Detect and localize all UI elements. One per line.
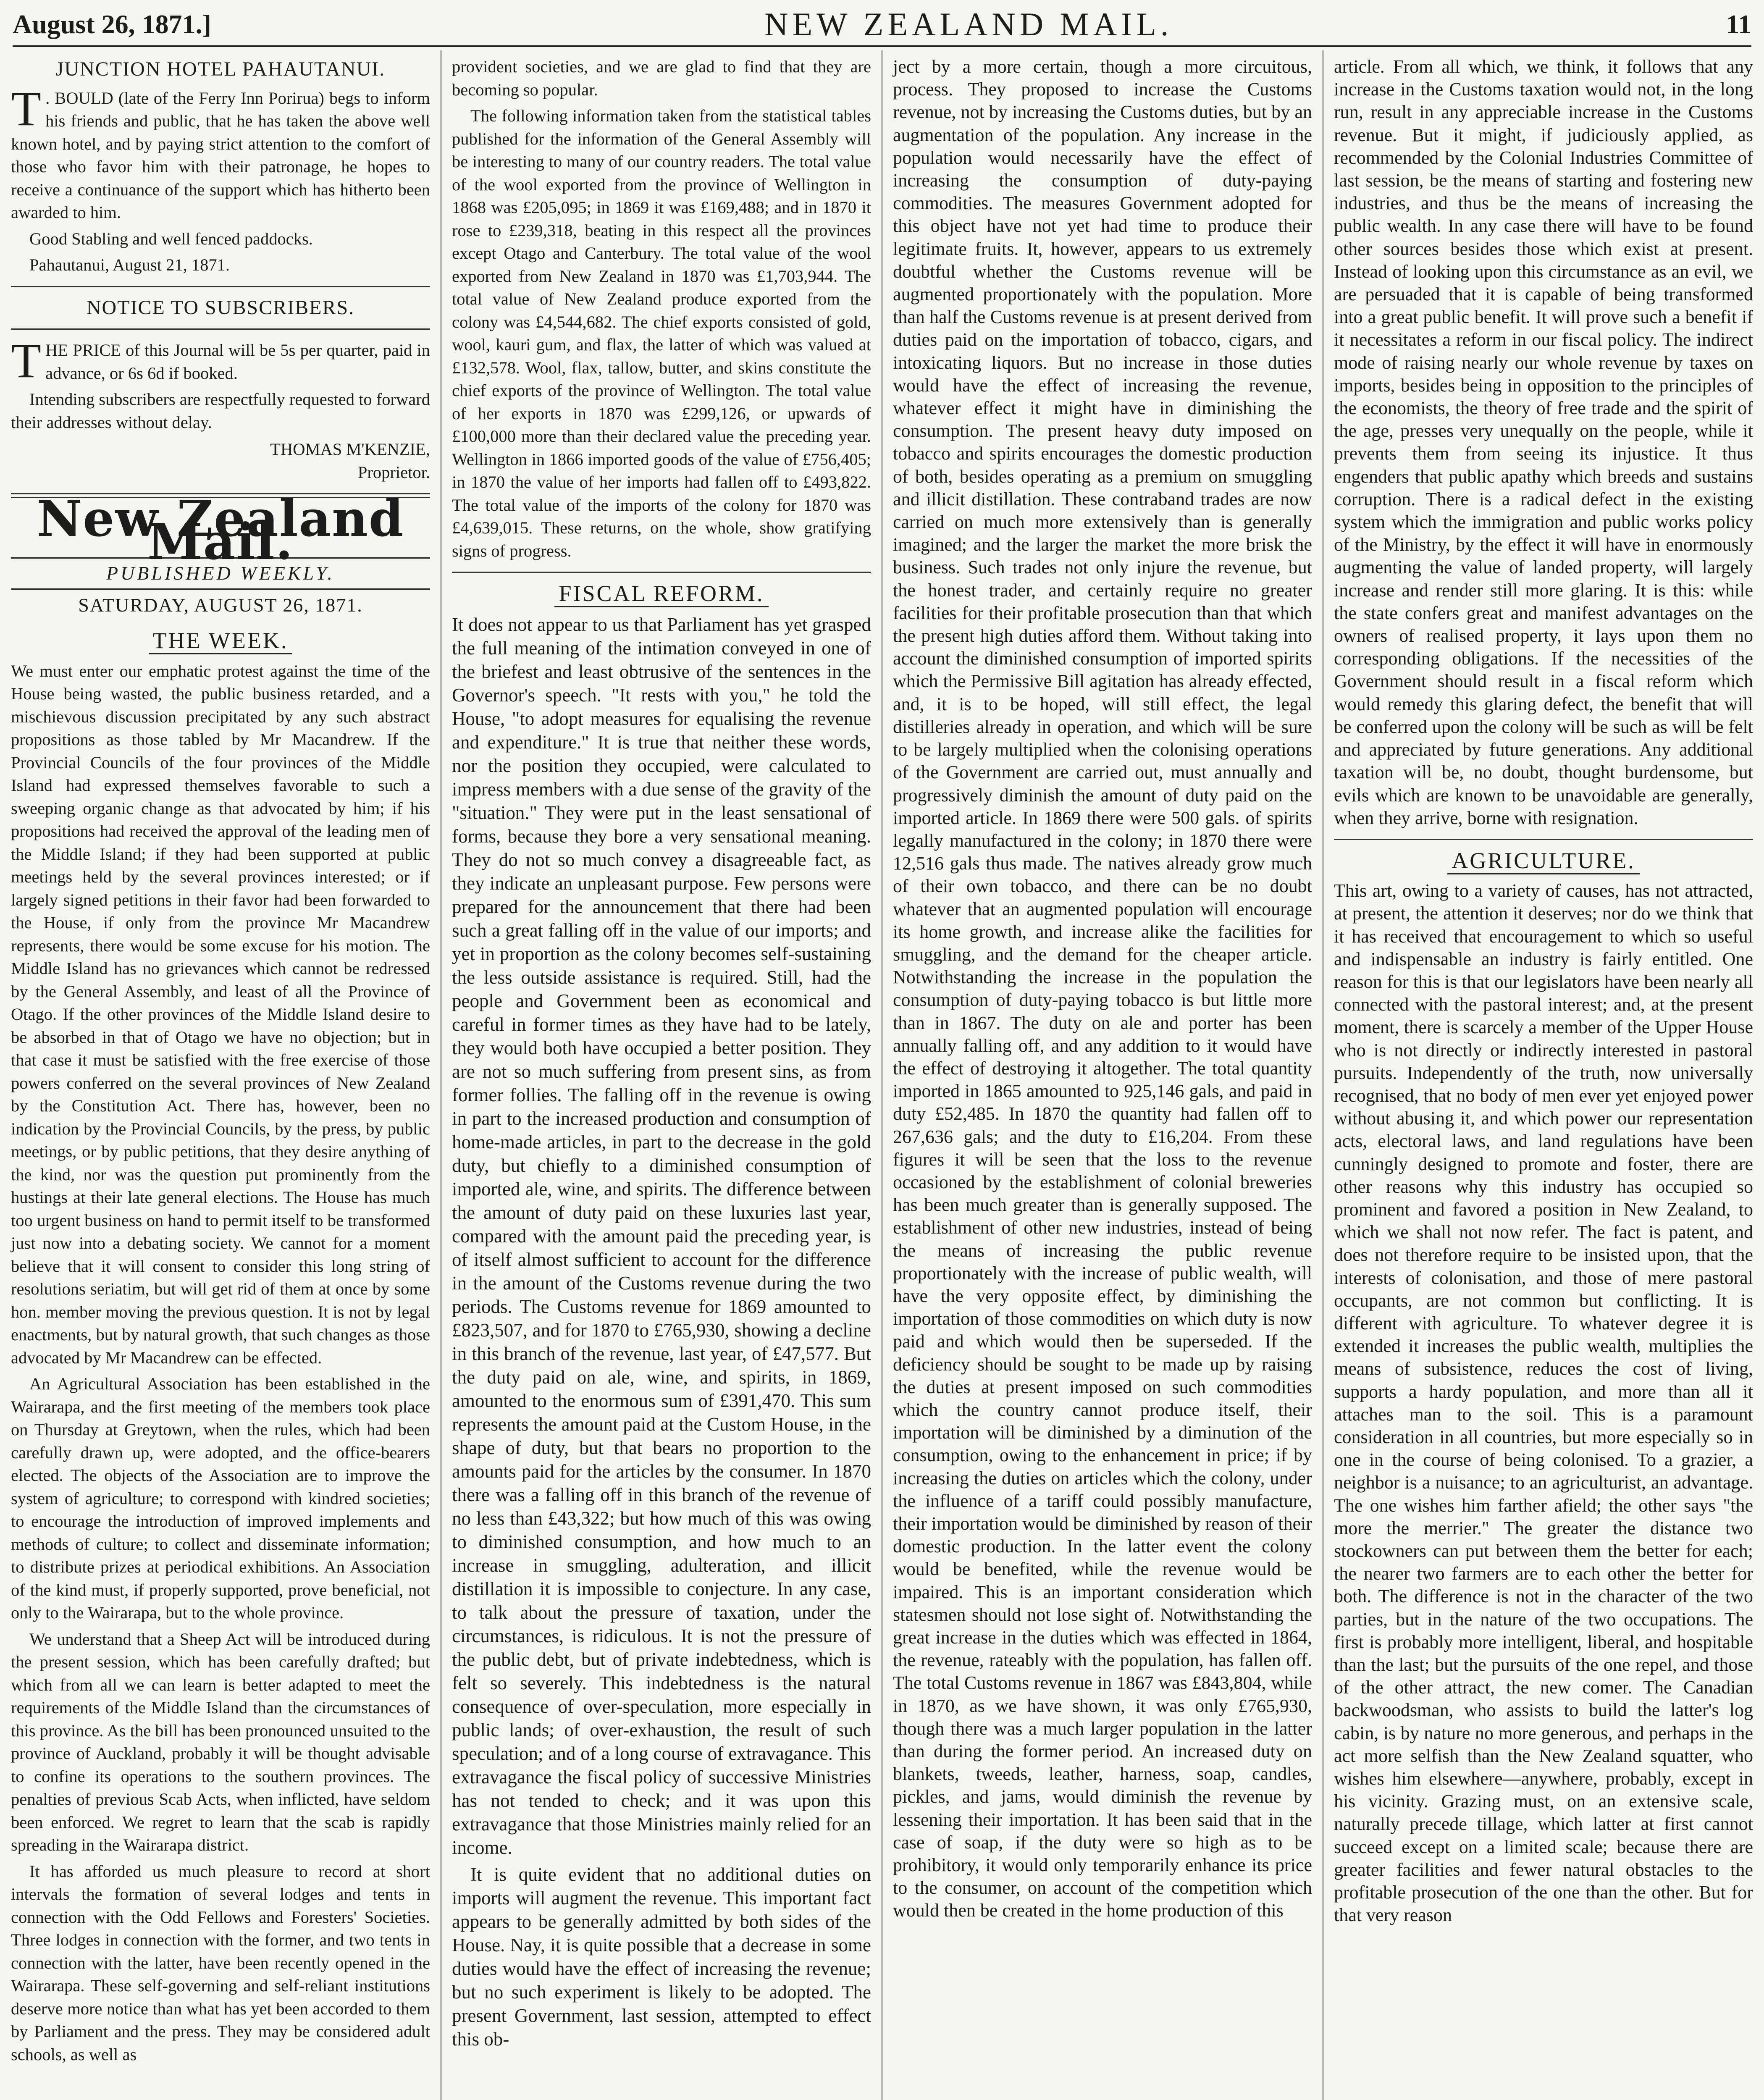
section-heading (1334, 849, 1753, 872)
junction-hotel-ad (11, 81, 430, 224)
junction-stabling: Good Stabling and well fenced paddocks. (29, 229, 313, 248)
junction-hotel-text: . BOULD (late of the Ferry Inn Porirua) begs to inform his friends and public, that he has taken the above well known hotel, and by paying strict attention to the comfort of those who favor him with their patronage, he hopes to receive a continuance of the support which has hitherto been awarded to him. (11, 88, 430, 222)
issue-dateline: SATURDAY, AUGUST 26, 1871. (78, 594, 363, 616)
paragraph: The following information taken from the statistical tables published for the information of the General Assembly will be interesting to many of our country readers. The total value of the wool exported from the province of Wellington in 1868 was £205,095; in 1869 it was £169,488; and in 1870 it rose to £239,318, beating in this respect all the provinces except Otago and Canterbury. The total value of the wool exported from New Zealand in 1870 was £1,703,944. The total value of New Zealand produce exported from the colony was £4,544,682. The chief exports consisted of gold, wool, kauri gum, and flax, the latter of which was valued at £132,578. Wool, flax, tallow, butter, and skins constitute the chief exports of the province of Wellington. The total value of her exports in 1870 was £299,126, or upwards of £100,000 more than their declared value the preceding year. Wellington in 1866 imported goods of the value of £756,405; in 1870 the value of her imports had fallen off to £493,822. The total value of the imports of the colony for 1870 was £4,639,015. These returns, on the whole, show gratifying signs of progress. (452, 106, 871, 560)
column-1 (0, 55, 441, 2100)
masthead-logo: New Zealand Mail. (37, 489, 404, 571)
divider (11, 286, 430, 287)
paragraph: We understand that a Sheep Act will be introduced during the present session, which has been carefully drafted; but which from all we can learn is better adapted to meet the requirements of the Middle Island than the circumstances of this province. As the bill has been pronounced unsuited to the province of Auckland, probably it will be thought advisable to confine its operations to the southern provinces. The penalties of previous Scab Acts, when inflicted, have seldom been enforced. We regret to learn that the scab is rapidly spreading in the Wairarapa district. (11, 1629, 430, 1854)
paragraph: It has afforded us much pleasure to record at short intervals the formation of several lodges and tents in connection with the Odd Fellows and Foresters' Societies. Three lodges in connection with the former, and two tents in connection with the latter, have been recently opened in the Wairarapa. These self-governing and self-reliant institutions deserve more notice than what has yet been accorded to them by Parliament and the press. They may be considered adult schools, as well as (11, 1861, 430, 2064)
header-date: August 26, 1871.] (13, 9, 211, 39)
paragraph: This art, owing to a variety of causes, has not attracted, at present, the attention it deserves; nor do we think that it has received that encouragement to which so useful and indispensable an industry is fairly entitled. One reason for this is that our legislators have been nearly all connected with the pastoral interest; and, at the present moment, there is scarcely a member of the Upper House who is not directly or indirectly interested in pastoral pursuits. Independently of the truth, now universally recognised, that no body of men ever yet enjoyed power without abusing it, and which power our representation acts, electoral laws, and land regulations have been cunningly designed to promote and foster, there are other reasons why this industry has occupied so prominent and favored a position in New Zealand, to which we shall not now refer. The fact is patent, and does not therefore require to be insisted upon, that the interests of colonisation, and those of mere pastoral occupants, are not common but conflicting. It is different with agriculture. To whatever degree it is extended it increases the public wealth, multiplies the means of subsistence, reduces the cost of living, supports a hardy population, and more than all it attaches man to the soil. This is a paramount consideration in all countries, but more especially so in one in the course of being colonised. To a grazier, a neighbor is a nuisance; to an agriculturist, an advantage. The one wishes him farther afield; the other says "the more the merrier." The greater the distance two stockowners can put between them the better for each; the nearer two farmers are to each other the better for both. The difference is not in the character of the two parties, but in the nature of the two occupations. The first is probably more intelligent, liberal, and hospitable than the last; but the pursuits of the one repel, and those of the other attract, the new comer. The Canadian backwoodsman, who assists to build the latter's log cabin, is by nature no more generous, and perhaps in the act more selfish than the New Zealand squatter, who wishes him elsewhere—anywhere, probably, except in his vicinity. Grazing must, on an extensive scale, naturally precede tillage, which latter at first cannot succeed except on a limited scale; because there are greater facilities and fewer natural obstacles to the profitable prosecution of the one than the other. But for that very reason (1334, 880, 1753, 1926)
notice-text-2: Intending subscribers are respectfully requested to forward their addresses without delay. (11, 390, 430, 432)
dropcap: T (11, 333, 42, 388)
notice-signer-role: Proprietor. (357, 462, 430, 482)
column-4 (1323, 55, 1764, 2100)
junction-date: Pahautanui, August 21, 1871. (29, 255, 230, 274)
paragraph: It is quite evident that no additional duties on imports will augment the revenue. This important fact appears to be generally admitted by both sides of the House. Nay, it is quite possible that a decrease in some duties would have the effect of increasing the revenue; but no such experiment is likely to be adopted. The present Government, last session, attempted to effect this ob- (452, 1864, 871, 2050)
paragraph: It does not appear to us that Parliament has yet grasped the full meaning of the intimation conveyed in one of the briefest and least obtrusive of the sentences in the Governor's speech. "It rests with you," he told the House, "to adopt measures for equalising the revenue and expenditure." It is true that neither these words, nor the position they occupied, were calculated to impress members with a due sense of the gravity of the "situation." They were put in the least sensational of forms, because they bore a very sensational meaning. They do not so much convey a disagreeable fact, as they indicate an unpleasant purpose. Few persons were prepared for the announcement that there had been such a great falling off in the value of our imports; and yet in proportion as the colony becomes self-sustaining the less outside assistance is required. Still, had the people and Government been as economical and careful in former times as they have had to be lately, they would both have occupied a better position. They are not so much suffering from present sins, as from former follies. The falling off in the revenue is owing in part to the increased production and consumption of home-made articles, in part to the decrease in the gold duty, but chiefly to a diminished consumption of imported ale, wine, and spirits. The difference between the amount of duty paid on these luxuries last year, compared with the amount paid the preceding year, is of itself almost sufficient to account for the difference in the amount of the Customs revenue during the two periods. The Customs revenue for 1869 amounted to £823,507, and for 1870 to £765,930, showing a decline in this branch of the revenue, last year, of £47,577. But the duty paid on ale, wine, and spirits, in 1869, amounted to the enormous sum of £391,470. This sum represents the amount paid at the Custom House, in the shape of duty, but that bears no proportion to the amounts paid for the articles by the consumer. In 1870 there was a falling off in this branch of the revenue of no less than £43,322; but how much of this was owing to diminished consumption, and how much to an increase in smuggling, adulteration, and illicit distillation it is impossible to conjecture. In any case, to talk about the pressure of taxation, under the circumstances, is ridiculous. It is not the pressure of the public debt, but of private indebtedness, which is felt so severely. This indebtedness is the natural consequence of over-speculation, more especially in public lands; of over-exhaustion, the result of such speculation; and of a long course of extravagance. This extravagance the fiscal policy of successive Ministries has not tended to check; and it was upon this extravagance that those Ministries mainly relied for an income. (452, 614, 871, 1858)
page-header (13, 3, 1751, 47)
paragraph: provident societies, and we are glad to find that they are becoming so popular. (452, 57, 871, 99)
header-title: NEW ZEALAND MAIL. (764, 6, 1173, 42)
notice-signer: THOMAS M'KENZIE, (270, 440, 430, 459)
paragraph: article. From all which, we think, it follows that any increase in the Customs taxation would not, in the long run, result in any appreciable increase in the Customs revenue. But it might, if judiciously applied, as recommended by the Colonial Industries Committee of last session, be the means of starting and fostering new industries, and thus be the means of increasing the public wealth. In any case there will have to be found other sources besides those which exist at present. Instead of looking upon this circumstance as an evil, we are persuaded that it is capable of being transformed into a great public benefit. It will prove such a benefit if it necessitates a reform in our fiscal policy. The indirect mode of raising nearly our whole revenue by taxes on imports, besides being in opposition to the principles of the economists, the theory of free trade and the spirit of the age, presses very unequally on the people, while it prevents them from seeing its injustice. It thus engenders that public apathy which breeds and sustains corruption. There is a radical defect in the existing system which the immigration and public works policy of the Ministry, by the effect it will have in enormously augmenting the value of landed property, will largely increase and render still more glaring. It is this: while the state confers great and manifest advantages on the owners of realised property, it lays upon them no corresponding obligations. If the necessities of the Government should result in a fiscal reform which would remedy this glaring defect, the benefit that will be conferred upon the colony will be such as will be felt and appreciated by future generations. Any additional taxation will be, no doubt, thought burdensome, but evils which are known to be unavoidable are generally, when they arrive, borne with resignation. (1334, 56, 1753, 828)
section-heading (11, 629, 430, 652)
divider (11, 328, 430, 330)
notice-heading: NOTICE TO SUBSCRIBERS. (86, 296, 355, 319)
junction-hotel-heading: JUNCTION HOTEL PAHAUTANUI. (55, 58, 386, 80)
divider (1334, 839, 1753, 840)
notice-text-block (11, 333, 430, 388)
page-number: 11 (1726, 9, 1751, 39)
paragraph: An Agricultural Association has been established in the Wairarapa, and the first meeting of the members took place on Thursday at Greytown, when the rules, which had been carefully drawn up, were adopted, and the office-bearers elected. The objects of the Association are to improve the system of agriculture; to correspond with kindred societies; to encourage the introduction of improved implements and methods of culture; to collect and disseminate information; to distribute prizes at periodical exhibitions. An Association of the kind must, if properly supported, prove beneficial, not only to the Wairarapa, but to the whole province. (11, 1374, 430, 1622)
notice-text: HE PRICE of this Journal will be 5s per quarter, paid in advance, or 6s 6d if booked. (45, 341, 430, 383)
divider (452, 572, 871, 573)
fiscal-reform-heading: FISCAL REFORM. (554, 581, 768, 607)
agriculture-heading: AGRICULTURE. (1447, 848, 1640, 874)
week-heading: THE WEEK. (149, 628, 293, 654)
published-weekly: PUBLISHED WEEKLY. (11, 557, 430, 590)
column-3 (882, 55, 1323, 2100)
paragraph: ject by a more certain, though a more circuitous, process. They proposed to increase the Customs revenue, not by increasing the Customs duties, but by an augmentation of the population. Any increase in the population would necessarily have the effect of increasing the consumption of duty-paying commodities. The measures Government adopted for this object have not yet had time to produce their legitimate fruits. It, however, appears to us extremely doubtful whether the Customs revenue will be augmented proportionately with the population. More than half the Customs revenue is at present derived from duties paid on the importation of tobacco, cigars, and intoxicating liquors. But no increase in those duties would have the effect of increasing the revenue, whatever effect it might have in diminishing the consumption. The present heavy duty imposed on tobacco and spirits encourages the domestic production of both, besides operating as a premium on smuggling and illicit distillation. These contraband trades are now carried on much more extensively than is generally imagined; and the larger the market the more brisk the business. Such trades not only injure the revenue, but the honest trader, and certainly require no greater facilities for their profitable prosecution than that which the present high duties afford them. Without taking into account the diminished consumption of imported spirits which the Permissive Bill agitation has already effected, and, it is to be hoped, will still effect, the legal distilleries already in operation, and which will be sure to be largely multiplied when the colonising operations of the Government are carried out, must annually and progressively diminish the amount of duty paid on the imported article. In 1869 there were 500 gals. of spirits legally manufactured in the colony; in 1870 there were 12,516 gals thus made. The natives already grow much of their own tobacco, and there can be no doubt whatever that an augmented population will encourage its home growth, and increase alike the facilities for smuggling, and the demand for the cheaper article. Notwithstanding the increase in the population the consumption of duty-paying tobacco is but little more than in 1867. The duty on ale and porter has been annually falling off, and any addition to it would have the effect of destroying it altogether. The total quantity imported in 1865 amounted to 925,146 gals, and paid in duty £52,485. In 1870 the quantity had fallen off to 267,636 gals; and the duty to £16,204. From these figures it will be seen that the loss to the revenue occasioned by the establishment of colonial breweries has been much greater than is generally supposed. The establishment of other new industries, instead of being the means of increasing the public revenue proportionately with the increase of public wealth, will have the very opposite effect, by diminishing the importation of those commodities on which duty is now paid and which would then be superseded. If the deficiency should be sought to be made up by raising the duties at present imposed on such commodities which the country cannot produce itself, their importation will be diminished by a diminution of the consumption, owing to the enhancement in price; if by increasing the duties on articles which the colony, under the influence of a tariff could possibly manufacture, their importation would be diminished by reason of their domestic production. In the latter event the colony would be benefited, while the revenue would be impaired. This is an important consideration which statesmen should not lose sight of. Notwithstanding the great increase in the duties which was effected in 1864, the revenue, rateably with the population, has fallen off. The total Customs revenue in 1867 was £843,804, while in 1870, as we have shown, it was only £765,930, though there was a much larger population in the latter than during the former period. An increased duty on blankets, tweeds, leather, harness, soap, candles, pickles, and jams, would diminish the revenue by lessening their importation. It has been said that in the case of soap, if the duty were so high as to be prohibitory, it would only temporarily enhance its price to the consumer, on account of the competition which would then be created in the home production of this (893, 56, 1312, 1921)
dropcap: T (11, 81, 42, 136)
column-2 (441, 55, 882, 2100)
paragraph: We must enter our emphatic protest against the time of the House being wasted, the public business retarded, and a mischievous discussion precipitated by any such abstract propositions as those tabled by Mr Macandrew. If the Provincial Councils of the four provinces of the Middle Island had expressed themselves favorable to such a sweeping organic change as that advocated by him; if his propositions had received the approval of the leading men of the Middle Island; if they had been supported at public meetings held by the several provinces interested; or if largely signed petitions in their favor had been forwarded to the House, if only from the province Mr Macandrew represents, there would be some excuse for his motion. The Middle Island has no grievances which cannot be redressed by the General Assembly, and least of all the Province of Otago. If the other provinces of the Middle Island desire to be absorbed in that of Otago we have no objection; but in that case it must be satisfied with the free exercise of those powers conferred on the several provinces of New Zealand by the Constitution Act. There has, however, been no indication by the Provincial Councils, by the press, by public meetings, or by public petitions, that they desire anything of the kind, nor was the question put prominently from the hustings at their late general elections. The House has much too urgent business on hand to permit itself to be transformed just now into a debating society. We cannot for a moment believe that it will consent to consider this long string of resolutions seriatim, but will get rid of them at once by some hon. member moving the previous question. It is not by legal enactments, but by natural growth, that such changes as those advocated by Mr Macandrew can be effected. (11, 661, 430, 1367)
section-heading (452, 582, 871, 605)
